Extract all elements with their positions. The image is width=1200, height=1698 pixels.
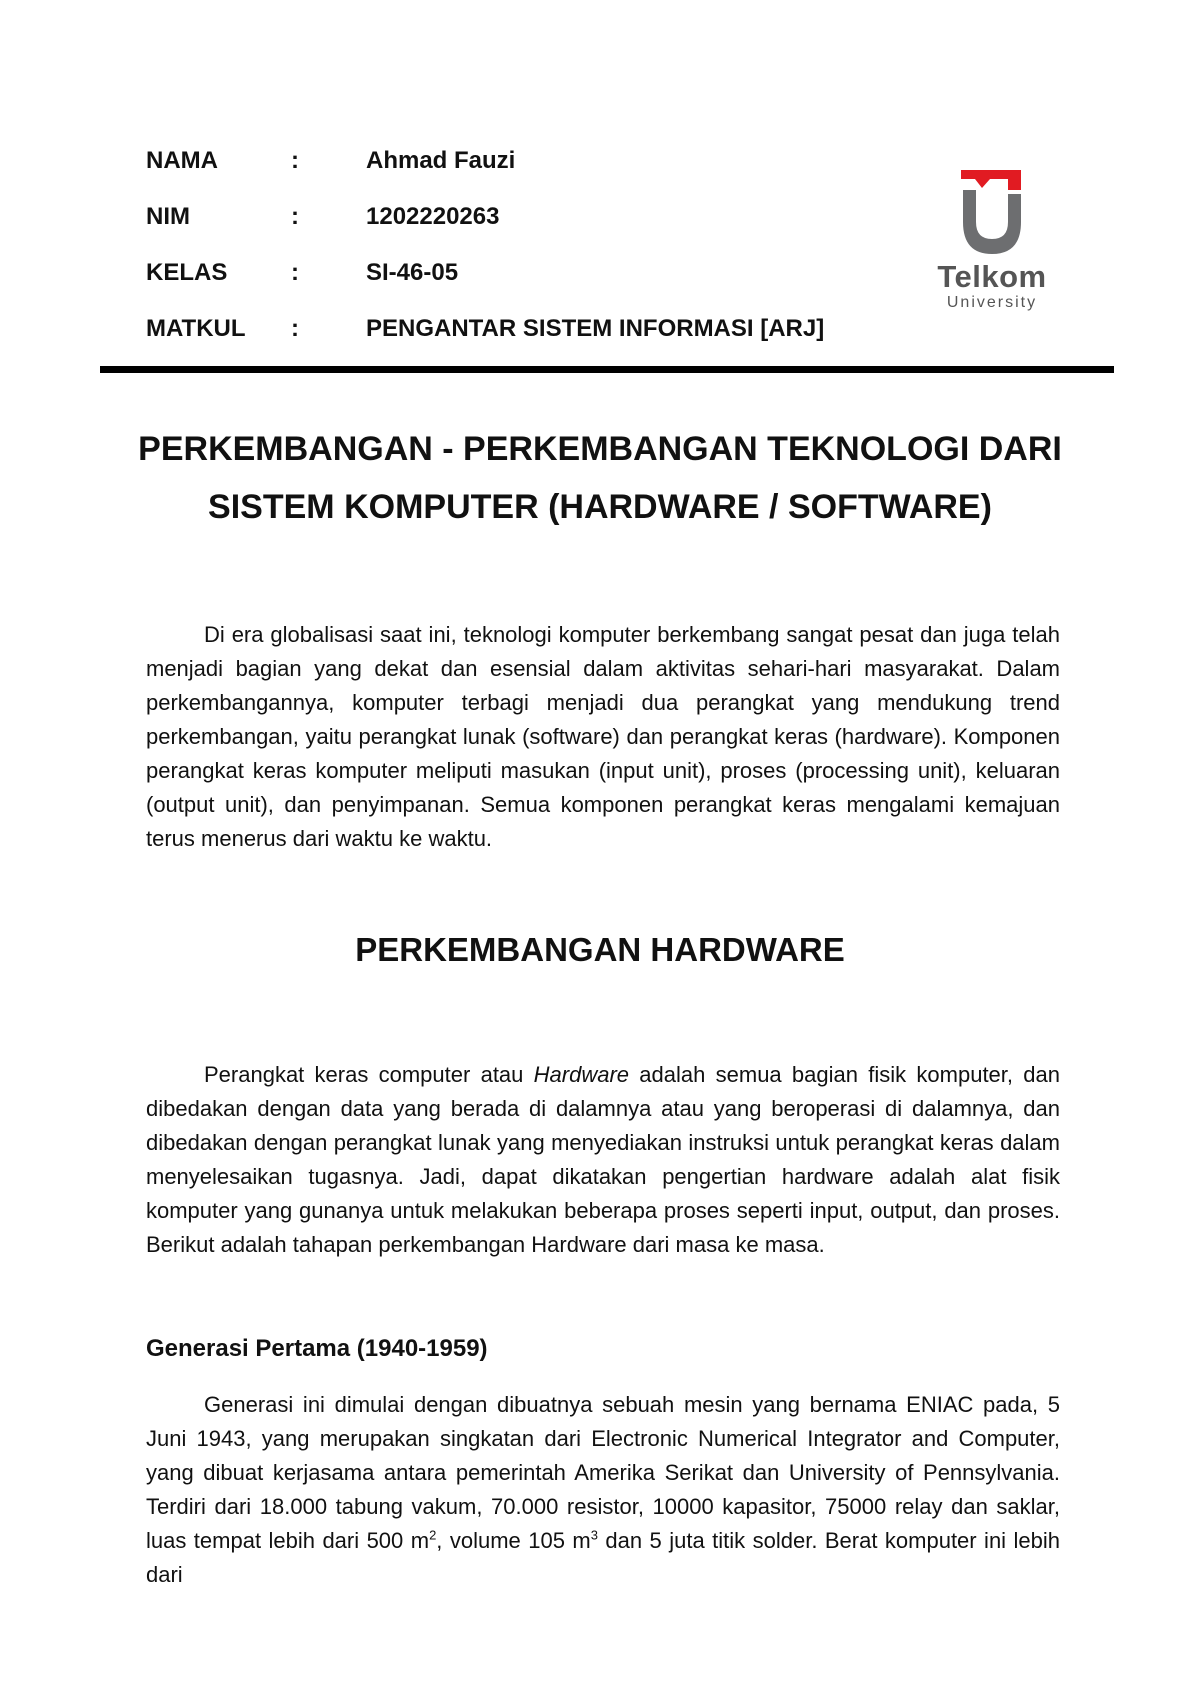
telkom-emblem-icon [928,168,1056,260]
generation-text-3: dan 5 juta titik solder. Berat komputer ini lebih dari [146,1528,1061,1587]
generation-paragraph [146,1388,1060,1592]
info-row-kelas [146,257,946,313]
superscript-2: 2 [429,1527,437,1543]
intro-paragraph: Di era globalisasi saat ini, teknologi komputer berkembang sangat pesat dan juga telah menjadi bagian yang dekat dan esensial dalam aktivitas sehari-hari masyarakat. Dalam perkembangannya, komputer terbagi menjadi dua perangkat yang mendukung trend perkembangan, yaitu perangkat lunak (software) dan perangkat keras (hardware). Komponen perangkat keras komputer meliputi masukan (input unit), proses (processing unit), keluaran (output unit), dan penyimpanan. Semua komponen perangkat keras mengalami kemajuan terus menerus dari waktu ke waktu. [146,622,1060,851]
info-value: PENGANTAR SISTEM INFORMASI [ARJ] [366,315,825,342]
hardware-text-start: Perangkat keras computer atau [204,1062,534,1087]
student-info [146,145,946,369]
info-label: NAMA [146,147,218,174]
generation-text-2: , volume 105 m [436,1528,591,1553]
info-value: 1202220263 [366,203,500,230]
document-title [120,420,1080,536]
info-colon: : [291,147,299,174]
emblem-red-notch [975,179,990,188]
emblem-red-tab [1008,170,1021,190]
section-heading-hardware: PERKEMBANGAN HARDWARE [355,931,845,968]
logo-subtitle: University [946,294,1038,311]
info-row-nim [146,201,946,257]
title-line-1: PERKEMBANGAN - PERKEMBANGAN TEKNOLOGI DARI [138,430,1062,468]
info-row-matkul [146,313,946,369]
logo-wordmark: Telkom [937,259,1047,294]
telkom-university-logo [928,168,1056,318]
info-colon: : [291,259,299,286]
info-value: Ahmad Fauzi [366,147,516,174]
info-label: NIM [146,203,190,230]
title-line-2: SISTEM KOMPUTER (HARDWARE / SOFTWARE) [208,488,992,526]
hardware-paragraph [146,1058,1060,1262]
info-label: KELAS [146,259,228,286]
hardware-italic-term: Hardware [533,1062,630,1087]
info-value: SI-46-05 [366,259,459,286]
generation-text-1: Generasi ini dimulai dengan dibuatnya sebuah mesin yang bernama ENIAC pada, 5 Juni 1943, yang merupakan singkatan dari Electronic Numerical Integrator and Computer, yang dibuat kerjasama antara pemerintah Amerika Serikat dan University of Pennsylvania. Terdiri dari 18.000 tabung vakum, 70.000 resistor, 10000 kapasitor, 75000 relay dan saklar, luas tempat lebih dari 500 m [146,1392,1060,1553]
info-row-nama [146,145,946,201]
emblem-grey-u [963,190,1021,254]
info-colon: : [291,203,299,230]
info-label: MATKUL [146,315,246,342]
header-divider [100,366,1114,373]
hardware-text-rest: adalah semua bagian fisik komputer, dan dibedakan dengan data yang berada di dalamnya atau yang beroperasi di dalamnya, dan dibedakan dengan perangkat lunak yang menyediakan instruksi untuk perangkat keras dalam menyelesaikan tugasnya. Jadi, dapat dikatakan pengertian hardware adalah alat fisik komputer yang gunanya untuk melakukan beberapa proses seperti input, output, dan proses. Berikut adalah tahapan perkembangan Hardware dari masa ke masa. [146,1062,1060,1257]
subheading-generasi-pertama: Generasi Pertama (1940-1959) [146,1335,488,1362]
superscript-3: 3 [590,1527,598,1543]
info-colon: : [291,315,299,342]
